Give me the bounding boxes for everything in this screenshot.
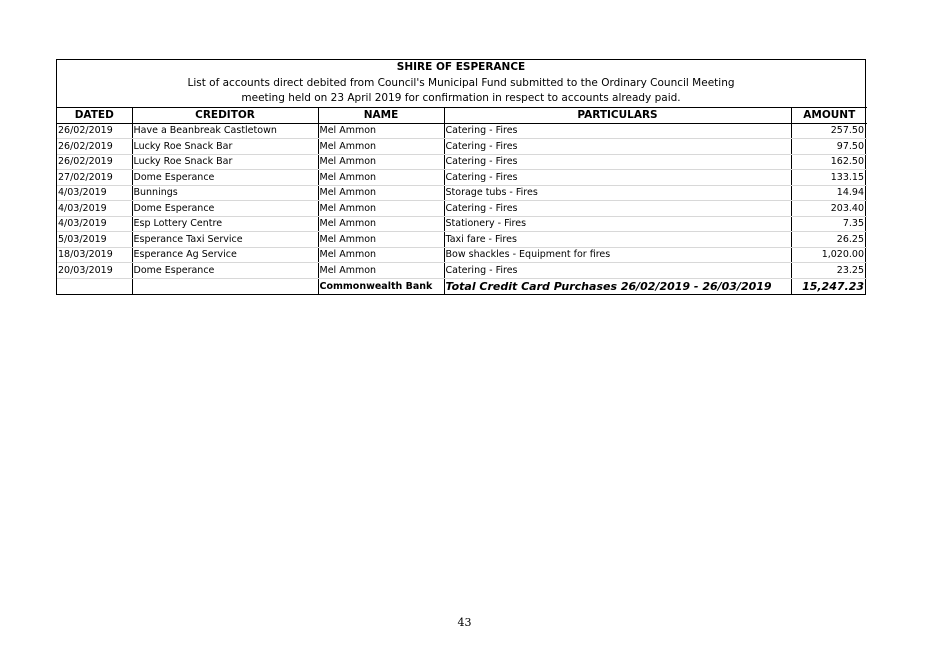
cell-amount: 133.15 xyxy=(791,170,867,186)
table-row xyxy=(57,123,867,139)
cell-creditor: Lucky Roe Snack Bar xyxy=(132,154,318,170)
cell-particulars: Catering - Fires xyxy=(444,170,791,186)
cell-amount: 203.40 xyxy=(791,201,867,217)
cell-name: Mel Ammon xyxy=(318,216,444,232)
cell-particulars: Catering - Fires xyxy=(444,123,791,139)
table-row xyxy=(57,232,867,248)
cell-name: Mel Ammon xyxy=(318,170,444,186)
cell-creditor: Esperance Ag Service xyxy=(132,247,318,263)
cell-creditor: Dome Esperance xyxy=(132,201,318,217)
column-header-name: NAME xyxy=(318,107,444,123)
total-cell-dated xyxy=(57,278,132,294)
cell-particulars: Catering - Fires xyxy=(444,154,791,170)
cell-dated: 20/03/2019 xyxy=(57,263,132,279)
cell-particulars: Storage tubs - Fires xyxy=(444,185,791,201)
total-bank-name: Commonwealth Bank xyxy=(318,278,444,294)
cell-dated: 26/02/2019 xyxy=(57,154,132,170)
cell-amount: 14.94 xyxy=(791,185,867,201)
cell-amount: 1,020.00 xyxy=(791,247,867,263)
accounts-table xyxy=(57,107,867,294)
report-subtitle-line-1: List of accounts direct debited from Council's Municipal Fund submitted to the Ordinary Council Meeting xyxy=(187,76,735,89)
cell-amount: 162.50 xyxy=(791,154,867,170)
report-title: SHIRE OF ESPERANCE xyxy=(396,61,526,73)
cell-creditor: Dome Esperance xyxy=(132,170,318,186)
cell-particulars: Taxi fare - Fires xyxy=(444,232,791,248)
cell-amount: 7.35 xyxy=(791,216,867,232)
cell-dated: 4/03/2019 xyxy=(57,201,132,217)
total-cell-creditor xyxy=(132,278,318,294)
cell-particulars: Bow shackles - Equipment for fires xyxy=(444,247,791,263)
table-row xyxy=(57,216,867,232)
cell-dated: 26/02/2019 xyxy=(57,139,132,155)
cell-amount: 97.50 xyxy=(791,139,867,155)
table-row xyxy=(57,170,867,186)
cell-creditor: Bunnings xyxy=(132,185,318,201)
cell-name: Mel Ammon xyxy=(318,247,444,263)
cell-dated: 26/02/2019 xyxy=(57,123,132,139)
cell-name: Mel Ammon xyxy=(318,185,444,201)
cell-amount: 257.50 xyxy=(791,123,867,139)
cell-dated: 18/03/2019 xyxy=(57,247,132,263)
cell-amount: 26.25 xyxy=(791,232,867,248)
column-header-amount: AMOUNT xyxy=(791,107,867,123)
column-header-creditor: CREDITOR xyxy=(132,107,318,123)
table-row xyxy=(57,263,867,279)
cell-name: Mel Ammon xyxy=(318,154,444,170)
cell-particulars: Catering - Fires xyxy=(444,201,791,217)
table-row xyxy=(57,201,867,217)
table-row xyxy=(57,247,867,263)
page-number: 43 xyxy=(457,616,472,629)
cell-creditor: Lucky Roe Snack Bar xyxy=(132,139,318,155)
cell-amount: 23.25 xyxy=(791,263,867,279)
cell-creditor: Have a Beanbreak Castletown xyxy=(132,123,318,139)
cell-creditor: Esperance Taxi Service xyxy=(132,232,318,248)
table-row xyxy=(57,154,867,170)
total-description: Total Credit Card Purchases 26/02/2019 - 26/03/2019 xyxy=(444,278,791,294)
table-row xyxy=(57,185,867,201)
cell-dated: 5/03/2019 xyxy=(57,232,132,248)
table-header-row xyxy=(57,107,867,123)
column-header-particulars: PARTICULARS xyxy=(444,107,791,123)
cell-creditor: Esp Lottery Centre xyxy=(132,216,318,232)
cell-dated: 27/02/2019 xyxy=(57,170,132,186)
accounts-sheet xyxy=(56,59,866,295)
cell-name: Mel Ammon xyxy=(318,139,444,155)
total-row xyxy=(57,278,867,294)
column-header-dated: DATED xyxy=(57,107,132,123)
cell-particulars: Catering - Fires xyxy=(444,139,791,155)
cell-name: Mel Ammon xyxy=(318,263,444,279)
cell-dated: 4/03/2019 xyxy=(57,216,132,232)
table-row xyxy=(57,139,867,155)
cell-dated: 4/03/2019 xyxy=(57,185,132,201)
cell-particulars: Catering - Fires xyxy=(444,263,791,279)
cell-particulars: Stationery - Fires xyxy=(444,216,791,232)
cell-name: Mel Ammon xyxy=(318,201,444,217)
report-subtitle-line-2: meeting held on 23 April 2019 for confirmation in respect to accounts already paid. xyxy=(241,92,681,104)
cell-creditor: Dome Esperance xyxy=(132,263,318,279)
cell-name: Mel Ammon xyxy=(318,123,444,139)
total-amount: 15,247.23 xyxy=(791,278,867,294)
cell-name: Mel Ammon xyxy=(318,232,444,248)
